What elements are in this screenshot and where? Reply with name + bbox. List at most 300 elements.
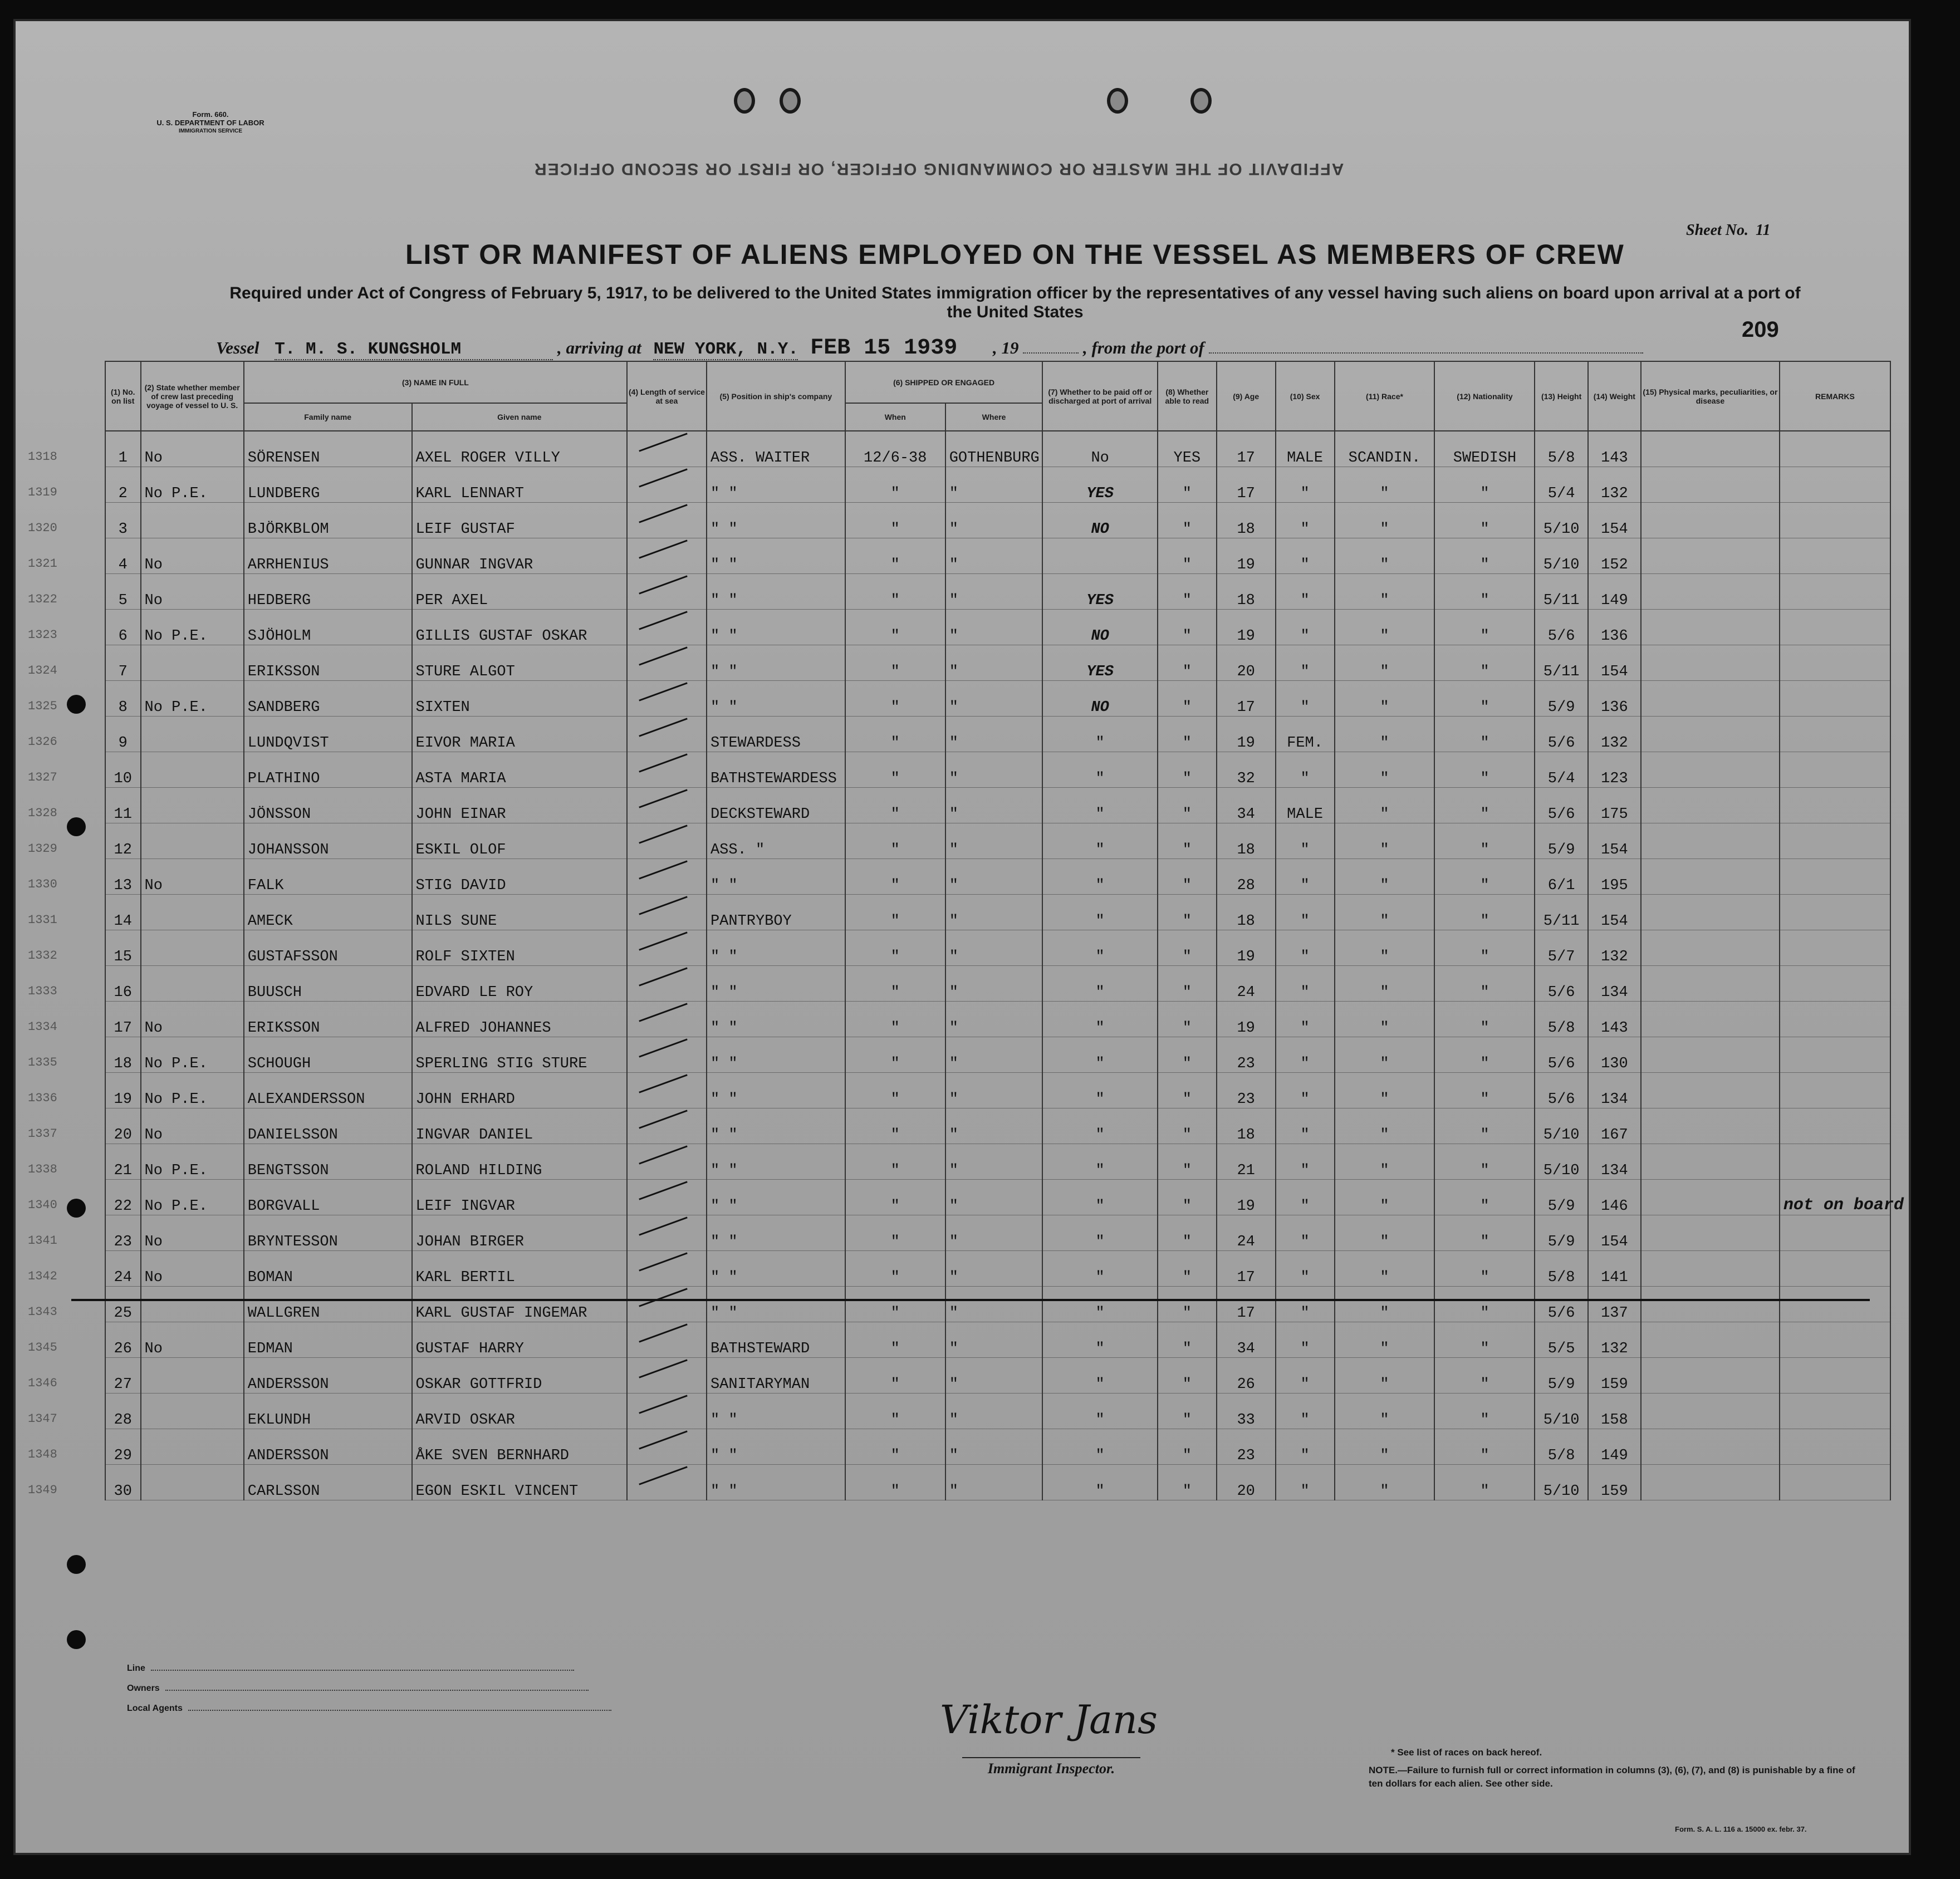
- remarks: [1780, 467, 1890, 503]
- race: ": [1335, 467, 1435, 503]
- line-blank: [151, 1670, 574, 1671]
- shipped-when: ": [845, 930, 945, 966]
- sex: ": [1276, 930, 1335, 966]
- remarks: [1780, 1215, 1890, 1251]
- year-label: , 19: [992, 338, 1019, 357]
- remarks: not on board: [1780, 1180, 1890, 1215]
- row-number-text: 7: [118, 664, 128, 680]
- row-number: [28, 574, 141, 610]
- punch-hole: [67, 695, 86, 714]
- age: 20: [1217, 645, 1276, 681]
- race: ": [1335, 645, 1435, 681]
- table-row: [105, 717, 1890, 752]
- row-number: [28, 1144, 141, 1180]
- physical-marks: [1641, 538, 1780, 574]
- paid-off: ": [1042, 1429, 1157, 1465]
- shipped-where: ": [945, 1251, 1043, 1287]
- department: U. S. DEPARTMENT OF LABOR: [156, 119, 264, 127]
- able-to-read: ": [1158, 1287, 1217, 1322]
- weight: 146: [1588, 1180, 1641, 1215]
- vessel-line: [216, 336, 1643, 362]
- physical-marks: [1641, 788, 1780, 823]
- row-number: [28, 788, 141, 823]
- paid-off: ": [1042, 1251, 1157, 1287]
- prev-voyage: No: [141, 859, 244, 895]
- ledger-line-number: 1331: [28, 913, 57, 927]
- remarks: [1780, 1108, 1890, 1144]
- given-name: LEIF GUSTAF: [412, 503, 627, 538]
- length-of-service: [627, 966, 707, 1002]
- remarks: [1780, 538, 1890, 574]
- sex: ": [1276, 823, 1335, 859]
- row-number-text: 25: [114, 1305, 132, 1322]
- paid-off: YES: [1042, 574, 1157, 610]
- sex: ": [1276, 574, 1335, 610]
- paid-off: ": [1042, 1144, 1157, 1180]
- arriving-label: , arriving at: [557, 338, 641, 357]
- row-number-text: 4: [118, 557, 128, 573]
- row-number-text: 15: [114, 949, 132, 965]
- length-of-service: [627, 503, 707, 538]
- table-row: [105, 752, 1890, 788]
- prev-voyage: No P.E.: [141, 1037, 244, 1073]
- prev-voyage: No: [141, 431, 244, 467]
- sex: ": [1276, 1429, 1335, 1465]
- shipped-where: ": [945, 1144, 1043, 1180]
- shipped-when: 12/6-38: [845, 431, 945, 467]
- table-row: [105, 1394, 1890, 1429]
- shipped-when: ": [845, 681, 945, 717]
- row-number-text: 11: [114, 806, 132, 823]
- binding-ring: [1190, 88, 1212, 114]
- length-of-service: [627, 1002, 707, 1037]
- age: 33: [1217, 1394, 1276, 1429]
- row-number-text: 19: [114, 1091, 132, 1108]
- length-of-service: [627, 538, 707, 574]
- shipped-where: ": [945, 1287, 1043, 1322]
- table-row: [105, 1144, 1890, 1180]
- ledger-line-number: 1337: [28, 1127, 57, 1141]
- race: ": [1335, 966, 1435, 1002]
- prev-voyage: No P.E.: [141, 1144, 244, 1180]
- prev-voyage: No P.E.: [141, 610, 244, 645]
- sex: ": [1276, 610, 1335, 645]
- shipped-when: ": [845, 1287, 945, 1322]
- position: " ": [707, 1215, 845, 1251]
- given-name: NILS SUNE: [412, 895, 627, 930]
- weight: 134: [1588, 966, 1641, 1002]
- table-row: [105, 1002, 1890, 1037]
- shipped-when: ": [845, 538, 945, 574]
- row-number-text: 18: [114, 1056, 132, 1072]
- physical-marks: [1641, 503, 1780, 538]
- family-name: ALEXANDERSSON: [244, 1073, 412, 1108]
- nationality: ": [1434, 1322, 1535, 1358]
- paid-off: ": [1042, 1215, 1157, 1251]
- physical-marks: [1641, 1429, 1780, 1465]
- age: 18: [1217, 895, 1276, 930]
- given-name: JOHN ERHARD: [412, 1073, 627, 1108]
- family-name: ERIKSSON: [244, 645, 412, 681]
- able-to-read: ": [1158, 645, 1217, 681]
- family-name: SÖRENSEN: [244, 431, 412, 467]
- physical-marks: [1641, 1108, 1780, 1144]
- col-sex: (10) Sex: [1276, 361, 1335, 431]
- family-name: BENGTSSON: [244, 1144, 412, 1180]
- prev-voyage: No: [141, 1108, 244, 1144]
- position: " ": [707, 1287, 845, 1322]
- table-row: [105, 1108, 1890, 1144]
- table-row: [105, 895, 1890, 930]
- paid-off: NO: [1042, 610, 1157, 645]
- race: ": [1335, 681, 1435, 717]
- row-number-text: 24: [114, 1269, 132, 1286]
- nationality: ": [1434, 930, 1535, 966]
- row-number-text: 2: [118, 485, 128, 502]
- height: 5/9: [1535, 823, 1587, 859]
- able-to-read: YES: [1158, 431, 1217, 467]
- given-name: GILLIS GUSTAF OSKAR: [412, 610, 627, 645]
- ledger-line-number: 1332: [28, 949, 57, 963]
- from-port-blank: [1209, 352, 1643, 354]
- race: ": [1335, 1108, 1435, 1144]
- length-of-service: [627, 1358, 707, 1394]
- age: 19: [1217, 538, 1276, 574]
- weight: 154: [1588, 503, 1641, 538]
- position: " ": [707, 574, 845, 610]
- shipped-where: ": [945, 1037, 1043, 1073]
- binding-ring: [780, 88, 801, 114]
- ledger-line-number: 1346: [28, 1376, 57, 1390]
- shipped-where: GOTHENBURG: [945, 431, 1043, 467]
- remarks: [1780, 431, 1890, 467]
- table-row: [105, 681, 1890, 717]
- vessel-label: Vessel: [216, 338, 259, 357]
- given-name: PER AXEL: [412, 574, 627, 610]
- sex: ": [1276, 895, 1335, 930]
- shipped-where: ": [945, 859, 1043, 895]
- height: 5/10: [1535, 538, 1587, 574]
- col-read: (8) Whether able to read: [1158, 361, 1217, 431]
- family-name: ANDERSSON: [244, 1358, 412, 1394]
- table-row: [105, 930, 1890, 966]
- table-row: [105, 823, 1890, 859]
- sex: ": [1276, 1465, 1335, 1500]
- row-number-text: 13: [114, 877, 132, 894]
- prev-voyage: [141, 823, 244, 859]
- row-number: [28, 1287, 141, 1322]
- table-row: [105, 966, 1890, 1002]
- ledger-line-number: 1338: [28, 1162, 57, 1176]
- shipped-where: ": [945, 895, 1043, 930]
- position: " ": [707, 930, 845, 966]
- family-name: ERIKSSON: [244, 1002, 412, 1037]
- length-of-service: [627, 823, 707, 859]
- able-to-read: ": [1158, 610, 1217, 645]
- row-number-text: 21: [114, 1162, 132, 1179]
- weight: 130: [1588, 1037, 1641, 1073]
- age: 18: [1217, 503, 1276, 538]
- remarks: [1780, 645, 1890, 681]
- nationality: ": [1434, 895, 1535, 930]
- prev-voyage: [141, 1465, 244, 1500]
- family-name: SCHOUGH: [244, 1037, 412, 1073]
- nationality: ": [1434, 1287, 1535, 1322]
- weight: 132: [1588, 467, 1641, 503]
- physical-marks: [1641, 1358, 1780, 1394]
- paid-off: ": [1042, 752, 1157, 788]
- weight: 143: [1588, 431, 1641, 467]
- nationality: ": [1434, 467, 1535, 503]
- shipped-when: ": [845, 610, 945, 645]
- age: 17: [1217, 1251, 1276, 1287]
- manifest-table: [28, 361, 1904, 1500]
- height: 5/9: [1535, 1215, 1587, 1251]
- row-number-text: 1: [118, 450, 128, 467]
- age: 23: [1217, 1429, 1276, 1465]
- given-name: SPERLING STIG STURE: [412, 1037, 627, 1073]
- remarks: [1780, 1394, 1890, 1429]
- nationality: ": [1434, 823, 1535, 859]
- weight: 136: [1588, 610, 1641, 645]
- paid-off: ": [1042, 1108, 1157, 1144]
- shipped-where: ": [945, 1358, 1043, 1394]
- height: 5/11: [1535, 645, 1587, 681]
- binding-ring: [1107, 88, 1128, 114]
- given-name: ROLF SIXTEN: [412, 930, 627, 966]
- race: ": [1335, 538, 1435, 574]
- table-row: [105, 1429, 1890, 1465]
- given-name: LEIF INGVAR: [412, 1180, 627, 1215]
- remarks: [1780, 1002, 1890, 1037]
- col-given-name: Given name: [412, 403, 627, 431]
- col-when: When: [845, 403, 945, 431]
- col-nationality: (12) Nationality: [1434, 361, 1535, 431]
- height: 5/9: [1535, 1358, 1587, 1394]
- family-name: GUSTAFSSON: [244, 930, 412, 966]
- height: 5/6: [1535, 966, 1587, 1002]
- shipped-where: ": [945, 681, 1043, 717]
- shipped-when: ": [845, 1002, 945, 1037]
- able-to-read: ": [1158, 1037, 1217, 1073]
- table-row: [105, 1465, 1890, 1500]
- row-number-text: 3: [118, 521, 128, 538]
- failure-note: NOTE.—Failure to furnish full or correct information in columns (3), (6), (7), and (8) is punishable by a fine of ten dollars for each alien. See other side.: [1369, 1765, 1855, 1789]
- remarks: [1780, 1322, 1890, 1358]
- physical-marks: [1641, 1215, 1780, 1251]
- age: 19: [1217, 610, 1276, 645]
- ledger-line-number: 1327: [28, 771, 57, 784]
- shipped-where: ": [945, 574, 1043, 610]
- col-age: (9) Age: [1217, 361, 1276, 431]
- position: DECKSTEWARD: [707, 788, 845, 823]
- col-height: (13) Height: [1535, 361, 1587, 431]
- remarks: [1780, 752, 1890, 788]
- family-name: PLATHINO: [244, 752, 412, 788]
- nationality: ": [1434, 1073, 1535, 1108]
- ledger-line-number: 1334: [28, 1020, 57, 1034]
- height: 5/6: [1535, 1073, 1587, 1108]
- prev-voyage: No: [141, 1215, 244, 1251]
- sex: ": [1276, 645, 1335, 681]
- remarks: [1780, 1073, 1890, 1108]
- row-number: [28, 1251, 141, 1287]
- row-number: [28, 1037, 141, 1073]
- given-name: ASTA MARIA: [412, 752, 627, 788]
- height: 5/5: [1535, 1322, 1587, 1358]
- height: 5/4: [1535, 467, 1587, 503]
- physical-marks: [1641, 1037, 1780, 1073]
- sex: ": [1276, 1144, 1335, 1180]
- row-number: [28, 503, 141, 538]
- paid-off: YES: [1042, 467, 1157, 503]
- height: 5/7: [1535, 930, 1587, 966]
- sex: ": [1276, 1037, 1335, 1073]
- age: 20: [1217, 1465, 1276, 1500]
- height: 5/10: [1535, 1465, 1587, 1500]
- col-position: (5) Position in ship's company: [707, 361, 845, 431]
- paid-off: ": [1042, 1322, 1157, 1358]
- sex: ": [1276, 503, 1335, 538]
- age: 24: [1217, 966, 1276, 1002]
- height: 5/6: [1535, 1287, 1587, 1322]
- remarks: [1780, 930, 1890, 966]
- race: ": [1335, 1394, 1435, 1429]
- table-row: [105, 610, 1890, 645]
- length-of-service: [627, 1465, 707, 1500]
- weight: 123: [1588, 752, 1641, 788]
- shipped-where: ": [945, 1002, 1043, 1037]
- shipped-when: ": [845, 1108, 945, 1144]
- position: " ": [707, 1465, 845, 1500]
- paid-off: [1042, 538, 1157, 574]
- weight: 152: [1588, 538, 1641, 574]
- shipped-where: ": [945, 1215, 1043, 1251]
- length-of-service: [627, 467, 707, 503]
- prev-voyage: [141, 1358, 244, 1394]
- row-number: [28, 431, 141, 467]
- prev-voyage: [141, 717, 244, 752]
- length-of-service: [627, 895, 707, 930]
- table-row: [105, 1358, 1890, 1394]
- table-row: [105, 1251, 1890, 1287]
- manifest-table-wrap: [28, 361, 1904, 1500]
- position: " ": [707, 1251, 845, 1287]
- position: " ": [707, 645, 845, 681]
- table-row: [105, 1287, 1890, 1322]
- physical-marks: [1641, 1251, 1780, 1287]
- row-number: [28, 823, 141, 859]
- paid-off: ": [1042, 717, 1157, 752]
- line-label: Line: [127, 1664, 145, 1673]
- weight: 143: [1588, 1002, 1641, 1037]
- row-number-text: 29: [114, 1448, 132, 1464]
- row-number: [28, 1394, 141, 1429]
- given-name: ESKIL OLOF: [412, 823, 627, 859]
- paid-off: ": [1042, 1465, 1157, 1500]
- prev-voyage: No: [141, 538, 244, 574]
- physical-marks: [1641, 859, 1780, 895]
- binding-ring: [734, 88, 755, 114]
- age: 28: [1217, 859, 1276, 895]
- table-row: [105, 1180, 1890, 1215]
- age: 24: [1217, 1215, 1276, 1251]
- sheet-no-label: Sheet No.: [1686, 222, 1748, 239]
- nationality: ": [1434, 1251, 1535, 1287]
- col-race: (11) Race*: [1335, 361, 1435, 431]
- col-physical: (15) Physical marks, peculiarities, or disease: [1641, 361, 1780, 431]
- row-number: [28, 610, 141, 645]
- form-footer: Form. S. A. L. 116 a. 15000 ex. febr. 37.: [1675, 1825, 1807, 1833]
- prev-voyage: No P.E.: [141, 467, 244, 503]
- height: 5/8: [1535, 1002, 1587, 1037]
- shipped-when: ": [845, 574, 945, 610]
- row-number-text: 9: [118, 735, 128, 752]
- height: 5/8: [1535, 1251, 1587, 1287]
- able-to-read: ": [1158, 930, 1217, 966]
- given-name: ALFRED JOHANNES: [412, 1002, 627, 1037]
- prev-voyage: [141, 645, 244, 681]
- paid-off: No: [1042, 431, 1157, 467]
- remarks: [1780, 1144, 1890, 1180]
- physical-marks: [1641, 823, 1780, 859]
- height: 5/10: [1535, 1394, 1587, 1429]
- prev-voyage: [141, 1394, 244, 1429]
- table-row: [105, 574, 1890, 610]
- family-name: JOHANSSON: [244, 823, 412, 859]
- nationality: ": [1434, 1180, 1535, 1215]
- given-name: STIG DAVID: [412, 859, 627, 895]
- ledger-line-number: 1342: [28, 1269, 57, 1283]
- row-number: [28, 859, 141, 895]
- physical-marks: [1641, 1394, 1780, 1429]
- able-to-read: ": [1158, 1002, 1217, 1037]
- position: ASS. ": [707, 823, 845, 859]
- shipped-when: ": [845, 1251, 945, 1287]
- ledger-line-number: 1322: [28, 592, 57, 606]
- height: 5/8: [1535, 431, 1587, 467]
- age: 19: [1217, 717, 1276, 752]
- col-no: (1) No. on list: [105, 361, 141, 431]
- page-number: 209: [1742, 317, 1779, 342]
- age: 23: [1217, 1073, 1276, 1108]
- position: " ": [707, 1180, 845, 1215]
- row-number-text: 8: [118, 699, 128, 716]
- family-name: AMECK: [244, 895, 412, 930]
- height: 5/6: [1535, 788, 1587, 823]
- ledger-line-number: 1349: [28, 1483, 57, 1497]
- able-to-read: ": [1158, 574, 1217, 610]
- local-agents-blank: [188, 1710, 611, 1711]
- shipped-when: ": [845, 1358, 945, 1394]
- weight: 132: [1588, 717, 1641, 752]
- arriving-at: NEW YORK, N.Y.: [653, 340, 798, 359]
- row-number-text: 16: [114, 984, 132, 1001]
- race: ": [1335, 1429, 1435, 1465]
- table-row: [105, 1215, 1890, 1251]
- paid-off: ": [1042, 1180, 1157, 1215]
- nationality: ": [1434, 966, 1535, 1002]
- shipped-where: ": [945, 1322, 1043, 1358]
- shipped-when: ": [845, 1073, 945, 1108]
- sex: ": [1276, 1322, 1335, 1358]
- shipped-where: ": [945, 752, 1043, 788]
- prev-voyage: [141, 1429, 244, 1465]
- family-name: FALK: [244, 859, 412, 895]
- sex: ": [1276, 1251, 1335, 1287]
- length-of-service: [627, 1215, 707, 1251]
- length-of-service: [627, 574, 707, 610]
